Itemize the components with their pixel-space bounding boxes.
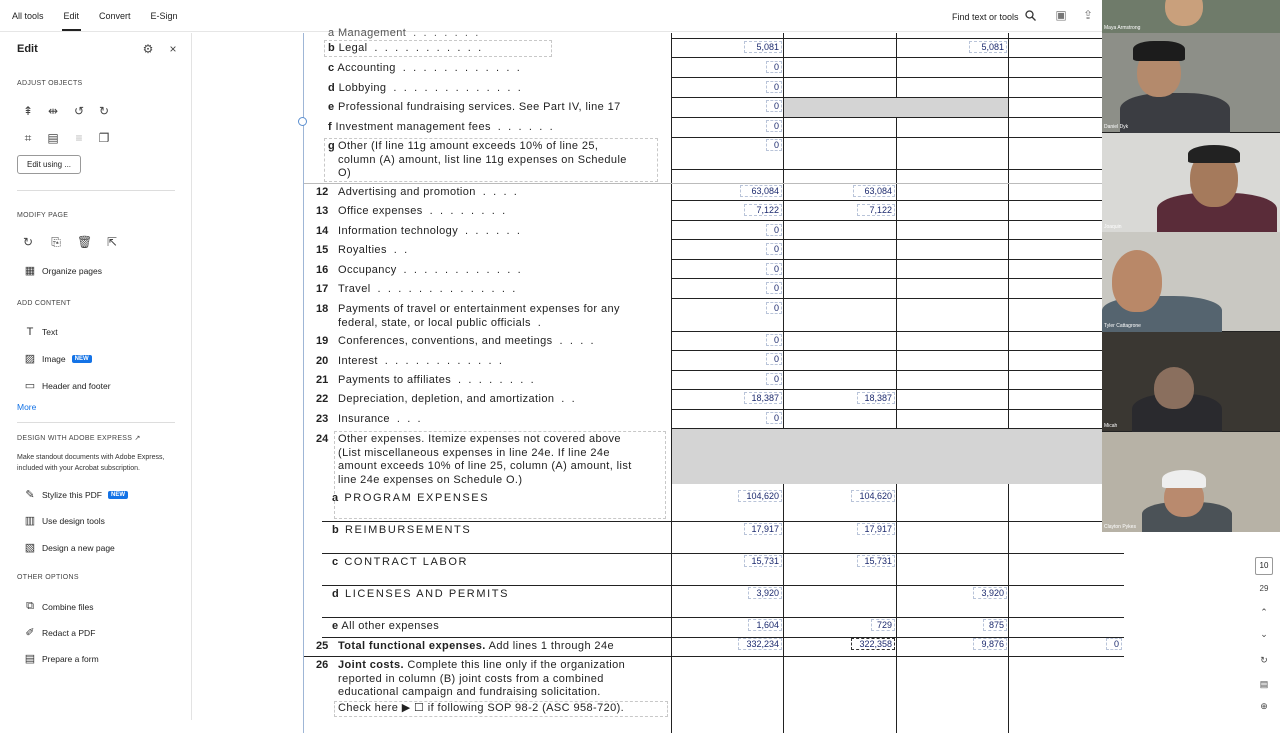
amount-cell[interactable]: 104,620 <box>851 490 895 502</box>
row-line <box>322 553 1124 554</box>
amount-cell[interactable]: 0 <box>766 334 782 346</box>
row-label: Other expenses. Itemize expenses not covered above (List miscellaneous expenses in line 24e. If line 24e amount exceeds 10% of line 25, column (A) amount, list line 24e expenses on Schedule O.) <box>338 433 632 486</box>
field-box <box>324 40 552 57</box>
prepare-form-item[interactable] <box>24 652 99 665</box>
design-new-page-label: Design a new page <box>42 542 115 553</box>
amount-cell[interactable]: 104,620 <box>738 490 782 502</box>
participant-hair <box>1188 145 1240 163</box>
stylize-pdf-item[interactable] <box>24 488 128 501</box>
chevron-up-icon[interactable]: ⌃ <box>1260 607 1268 617</box>
panel-title: Edit <box>17 43 38 55</box>
save-icon[interactable]: ▣ <box>1055 8 1067 22</box>
video-tile <box>1102 232 1280 331</box>
row-number: 15 <box>316 244 329 256</box>
row-line <box>671 57 1124 58</box>
amount-cell[interactable]: 0 <box>766 302 782 314</box>
row-label: PROGRAM EXPENSES <box>344 492 490 504</box>
design-express-heading <box>17 434 141 442</box>
amount-cell[interactable]: 18,387 <box>857 392 895 404</box>
amount-cell[interactable]: 0 <box>766 120 782 132</box>
video-tile <box>1102 133 1280 232</box>
crop-icon[interactable]: ⌗ <box>24 131 32 145</box>
participant-name: Micah <box>1104 423 1118 429</box>
amount-cell[interactable]: 63,084 <box>853 185 895 197</box>
field-box <box>324 138 658 182</box>
row-label: Interest . . . . . . . . . . . . <box>338 355 503 367</box>
row-label: Legal . . . . . . . . . . . <box>338 42 482 54</box>
row-11d <box>328 82 521 96</box>
zoom-icon[interactable]: ⊕ <box>1260 701 1268 711</box>
top-toolbar <box>0 0 1102 32</box>
row-label: Depreciation, depletion, and amortization . . <box>338 393 576 405</box>
amount-cell[interactable]: 0 <box>766 263 782 275</box>
row-number: 19 <box>316 335 329 347</box>
amount-cell[interactable]: 0 <box>766 100 782 112</box>
row-line <box>671 370 1124 371</box>
add-text-item[interactable] <box>24 326 58 338</box>
row-24e <box>332 620 439 634</box>
row-label: Office expenses . . . . . . . . <box>338 205 506 217</box>
row-number: 25 <box>316 640 329 652</box>
participant-name: Maya Armstrong <box>1104 25 1141 31</box>
amount-cell[interactable]: 729 <box>871 619 895 631</box>
express-description: Make standout documents with Adobe Express, included with your Acrobat subscription. <box>17 454 165 472</box>
form-page <box>303 27 1123 733</box>
amount-cell[interactable]: 9,876 <box>973 638 1007 650</box>
header-footer-item[interactable] <box>24 379 111 392</box>
design-express-label: DESIGN WITH ADOBE EXPRESS <box>17 435 133 442</box>
amount-cell[interactable]: 0 <box>766 243 782 255</box>
shaded-cell <box>784 98 1008 117</box>
amount-cell[interactable]: 5,081 <box>744 41 782 53</box>
row-11e <box>328 101 621 115</box>
row-line <box>671 278 1124 279</box>
row-label: Payments to affiliates . . . . . . . . <box>338 374 535 386</box>
chevron-down-icon[interactable]: ⌄ <box>1260 629 1268 639</box>
row-number: 12 <box>316 186 329 198</box>
page-navigation-rail <box>1252 555 1276 720</box>
row-line <box>322 521 1124 522</box>
row-number: 20 <box>316 355 329 367</box>
row-line <box>671 350 1124 351</box>
amount-cell[interactable]: 5,081 <box>969 41 1007 53</box>
row-line <box>322 585 1124 586</box>
row-letter: e <box>332 620 339 632</box>
participant-face <box>1165 0 1203 26</box>
column-divider <box>783 33 784 733</box>
row-label: a Management . . . . . . . <box>328 27 479 39</box>
row-label: Occupancy . . . . . . . . . . . . <box>338 264 522 276</box>
edit-panel <box>0 33 192 720</box>
amount-cell[interactable]: 0 <box>766 412 782 424</box>
edit-using-button[interactable]: Edit using ... <box>17 155 81 174</box>
row-line <box>671 77 1124 78</box>
row-label: Conferences, conventions, and meetings . . . . <box>338 335 595 347</box>
find-tools-label: Find text or tools <box>952 11 1019 22</box>
row-label: Lobbying . . . . . . . . . . . . . <box>338 82 522 94</box>
row-letter: a <box>332 492 340 504</box>
design-tools-label: Use design tools <box>42 515 105 526</box>
amount-cell[interactable]: 17,917 <box>857 523 895 535</box>
amount-cell[interactable]: 15,731 <box>744 555 782 567</box>
row-11g: Other (If line 11g amount exceeds 10% of line 25, column (A) amount, list line 11g expenses on Schedule O) <box>338 140 627 179</box>
row-label: Information technology . . . . . . <box>338 225 521 237</box>
rotate-page-icon[interactable]: ↻ <box>22 235 34 249</box>
layers-icon[interactable]: ❐ <box>98 131 110 145</box>
row-number: 24 <box>316 433 329 445</box>
part-iv-link[interactable]: Part IV, line 17 <box>543 101 621 113</box>
design-new-page-item[interactable] <box>24 541 115 554</box>
flip-icon[interactable]: ⇹ <box>47 104 59 118</box>
external-link-icon[interactable]: ↗ <box>134 435 141 442</box>
amount-cell[interactable]: 0 <box>766 224 782 236</box>
close-icon[interactable]: × <box>169 42 177 56</box>
amount-cell[interactable]: 7,122 <box>857 204 895 216</box>
new-badge: NEW <box>108 491 128 499</box>
row-number: 22 <box>316 393 329 405</box>
row-number: 16 <box>316 264 329 276</box>
insert-page-icon[interactable]: ⎘ <box>51 235 61 249</box>
row-line <box>671 331 1124 332</box>
participant-body <box>1120 93 1230 133</box>
row-title: Total functional expenses. <box>338 640 486 652</box>
design-tools-item[interactable] <box>24 514 105 527</box>
row-number: 14 <box>316 225 329 237</box>
row-number: 18 <box>316 303 329 315</box>
participant-face <box>1154 367 1194 409</box>
organize-pages-label: Organize pages <box>42 265 103 276</box>
selection-handle[interactable] <box>298 117 307 126</box>
amount-cell[interactable]: 1,604 <box>748 619 782 631</box>
row-line <box>671 169 1124 170</box>
row-letter: e <box>328 101 335 113</box>
replace-image-icon[interactable]: ▤ <box>47 131 59 145</box>
tab-all-tools[interactable]: All tools <box>12 10 44 21</box>
row-24b <box>332 524 471 538</box>
row-letter: g <box>328 140 336 152</box>
amount-cell[interactable]: 3,920 <box>973 587 1007 599</box>
participant-face <box>1112 250 1162 312</box>
arrange-icon: ≡ <box>75 131 83 145</box>
amount-cell[interactable]: 0 <box>766 353 782 365</box>
row-line <box>671 389 1124 390</box>
header-footer-icon: ▭ <box>24 380 36 392</box>
combine-icon: ⧉ <box>26 600 34 612</box>
amount-cell[interactable]: 17,917 <box>744 523 782 535</box>
current-page-input[interactable]: 10 <box>1255 557 1273 575</box>
row-line <box>671 200 1124 201</box>
prepare-form-label: Prepare a form <box>42 653 99 664</box>
modify-page-heading: MODIFY PAGE <box>17 212 69 219</box>
refresh-icon[interactable]: ↻ <box>1260 655 1268 665</box>
redact-item[interactable] <box>24 626 95 639</box>
align-icon[interactable]: ⇞ <box>22 104 34 118</box>
row-line <box>322 617 1124 618</box>
tab-edit[interactable]: Edit <box>62 1 82 31</box>
amount-cell[interactable]: 15,731 <box>857 555 895 567</box>
add-image-item[interactable] <box>24 352 92 365</box>
redact-icon: ✐ <box>25 627 35 639</box>
participant-name: Clayton Pykes <box>1104 524 1136 530</box>
video-tile <box>1102 432 1280 532</box>
amount-cell[interactable]: 18,387 <box>744 392 782 404</box>
row-title: Joint costs. <box>338 659 404 671</box>
participant-name: Tyler Cattagrone <box>1104 323 1141 329</box>
text-label: Text <box>42 327 58 337</box>
column-divider <box>896 33 897 733</box>
adjust-objects-heading: ADJUST OBJECTS <box>17 80 83 87</box>
row-letter: c <box>328 62 335 74</box>
field-box <box>334 431 666 519</box>
find-tools-button[interactable] <box>952 10 1036 23</box>
row-line <box>671 97 1124 98</box>
row-25 <box>338 640 614 654</box>
stylize-icon: ✎ <box>25 489 35 501</box>
column-divider <box>671 33 672 733</box>
column-divider <box>1008 33 1009 733</box>
header-footer-label: Header and footer <box>42 380 111 391</box>
row-24c <box>332 556 468 570</box>
cloud-upload-icon[interactable]: ⇪ <box>1082 8 1094 22</box>
combine-files-item[interactable] <box>24 600 94 613</box>
image-icon: ▨ <box>24 353 36 365</box>
amount-cell[interactable]: 0 <box>766 373 782 385</box>
organize-pages-item[interactable] <box>24 264 102 277</box>
tab-esign[interactable]: E-Sign <box>150 10 178 21</box>
row-line <box>671 428 1124 429</box>
row-label: Complete this line only if the organization reported in column (B) joint costs from a combined educational campaign and fundraising solicitation. <box>338 659 626 698</box>
participant-cap <box>1162 470 1206 488</box>
amount-cell[interactable]: 875 <box>983 619 1007 631</box>
row-label: Advertising and promotion . . . . <box>338 186 518 198</box>
divider <box>17 422 175 423</box>
extract-page-icon[interactable]: ⇱ <box>106 235 118 249</box>
document-icon[interactable]: ▤ <box>1259 679 1269 689</box>
row-letter: b <box>332 524 341 536</box>
participant-name: Daniel Dyk <box>1104 124 1129 130</box>
row-line <box>304 656 1124 657</box>
row-label: CONTRACT LABOR <box>344 556 469 568</box>
row-label: Insurance . . . <box>338 413 422 425</box>
row-line <box>671 38 1124 39</box>
row-letter: d <box>328 82 336 94</box>
row-label: Accounting . . . . . . . . . . . . <box>337 62 521 74</box>
combine-label: Combine files <box>42 601 94 612</box>
row-line <box>671 137 1124 138</box>
row-24d <box>332 588 509 602</box>
row-number: 17 <box>316 283 329 295</box>
row-label: Investment management fees . . . . . . <box>335 121 554 133</box>
row-label: LICENSES AND PERMITS <box>344 588 510 600</box>
more-link[interactable]: More <box>17 402 37 412</box>
video-tile <box>1102 0 1280 33</box>
row-letter: d <box>332 588 341 600</box>
amount-cell-selected[interactable]: 322,358 <box>851 638 895 650</box>
rotate-left-icon[interactable]: ↺ <box>73 104 85 118</box>
row-line <box>671 117 1124 118</box>
stylize-label: Stylize this PDF <box>42 489 102 500</box>
row-line <box>671 298 1124 299</box>
row-line <box>671 239 1124 240</box>
form-icon: ▤ <box>24 653 36 665</box>
amount-cell[interactable]: 0 <box>1106 638 1122 650</box>
amount-cell[interactable]: 332,234 <box>738 638 782 650</box>
amount-cell[interactable]: 7,122 <box>744 204 782 216</box>
row-label: All other expenses <box>341 620 440 632</box>
amount-cell[interactable]: 3,920 <box>748 587 782 599</box>
amount-cell[interactable]: 0 <box>766 282 782 294</box>
row-line <box>671 409 1124 410</box>
divider <box>17 190 175 191</box>
new-page-icon: ▧ <box>24 542 36 554</box>
rotate-right-icon[interactable]: ↻ <box>98 104 110 118</box>
row-11f <box>328 121 553 135</box>
row-label: Professional fundraising services. See <box>338 101 544 113</box>
participant-cap <box>1133 41 1185 61</box>
tab-convert[interactable]: Convert <box>99 10 131 21</box>
search-icon <box>1025 10 1036 23</box>
row-letter: f <box>328 121 333 133</box>
organize-icon: ▦ <box>24 265 36 277</box>
row-number: 13 <box>316 205 329 217</box>
shaded-cell <box>672 429 1124 484</box>
joint-costs-checkbox-line[interactable]: Check here ▶ ☐ if following SOP 98-2 (ASC 958-720). <box>338 702 625 714</box>
video-call-panel <box>1102 0 1280 532</box>
amount-cell[interactable]: 0 <box>766 81 782 93</box>
field-box <box>334 701 668 717</box>
redact-label: Redact a PDF <box>42 627 96 638</box>
video-tile <box>1102 332 1280 431</box>
total-pages: 29 <box>1259 584 1269 593</box>
text-icon: T <box>26 326 34 338</box>
participant-name: Joaquin <box>1104 224 1122 230</box>
delete-page-icon[interactable]: 🗑 <box>77 235 93 249</box>
row-line <box>671 220 1124 221</box>
amount-cell[interactable]: 0 <box>766 61 782 73</box>
row-label: Payments of travel or entertainment expenses for any federal, state, or local public officials . <box>338 303 620 329</box>
row-letter: b <box>328 42 336 54</box>
amount-cell[interactable]: 63,084 <box>740 185 782 197</box>
image-label: Image <box>42 353 66 364</box>
row-label: Royalties . . <box>338 244 408 256</box>
video-tile <box>1102 33 1280 132</box>
row-number: 21 <box>316 374 329 386</box>
row-label: REIMBURSEMENTS <box>344 524 472 536</box>
row-number: 26 <box>316 659 329 671</box>
row-number: 23 <box>316 413 329 425</box>
row-label: Add lines 1 through 24e <box>485 640 614 652</box>
row-line <box>671 259 1124 260</box>
amount-cell[interactable]: 0 <box>766 139 782 151</box>
other-options-heading: OTHER OPTIONS <box>17 574 79 581</box>
new-badge: NEW <box>72 355 92 363</box>
row-label: Travel . . . . . . . . . . . . . . <box>338 283 516 295</box>
row-letter: c <box>332 556 340 568</box>
row-26 <box>338 659 625 700</box>
row-line <box>304 183 1124 184</box>
add-content-heading: ADD CONTENT <box>17 300 71 307</box>
design-tools-icon: ▥ <box>24 515 36 527</box>
gear-icon[interactable]: ⚙ <box>142 42 154 56</box>
row-11c <box>328 62 520 76</box>
